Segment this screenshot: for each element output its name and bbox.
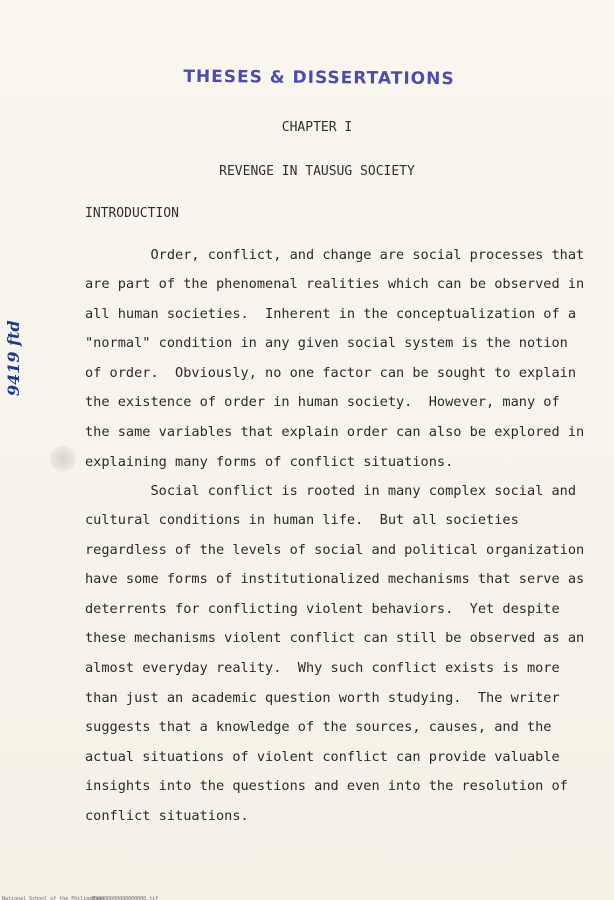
handwritten-margin-note: 9419 ftd — [4, 320, 23, 396]
body-text-line: deterrents for conflicting violent behaviors. Yet despite — [85, 601, 560, 617]
section-heading: INTRODUCTION — [85, 206, 179, 221]
body-text-line: these mechanisms violent conflict can still be observed as an — [85, 630, 585, 646]
chapter-heading: CHAPTER I — [281, 120, 353, 135]
theses-dissertations-stamp: THESES & DISSERTATIONS — [183, 66, 455, 90]
body-text-line: "normal" condition in any given social system is the notion — [85, 335, 568, 351]
body-text-line: Order, conflict, and change are social processes that — [85, 247, 585, 263]
body-text-line: suggests that a knowledge of the sources, causes, and the — [85, 719, 552, 735]
footer-institution: National School of the Philippines — [2, 896, 105, 900]
body-text-line: Social conflict is rooted in many complex social and — [85, 483, 577, 499]
paper-smudge — [50, 446, 76, 472]
body-text-line: almost everyday reality. Why such conflict exists is more — [85, 660, 560, 676]
body-text-line: are part of the phenomenal realities which can be observed in — [85, 276, 585, 292]
footer-file-id: MS0000000000000000.tif — [92, 896, 159, 900]
chapter-title: REVENGE IN TAUSUG SOCIETY — [219, 164, 415, 179]
body-text-line: regardless of the levels of social and political organization — [85, 542, 585, 558]
body-text-line: the same variables that explain order can also be explored in — [85, 424, 585, 440]
body-text-line: of order. Obviously, no one factor can be sought to explain — [85, 365, 577, 381]
body-text-line: cultural conditions in human life. But all societies — [85, 512, 519, 528]
body-text-line: actual situations of violent conflict can provide valuable — [85, 749, 560, 765]
body-text-line: explaining many forms of conflict situations. — [85, 454, 454, 470]
body-text-line: than just an academic question worth studying. The writer — [85, 690, 560, 706]
body-text-line: conflict situations. — [85, 808, 249, 824]
body-text-line: all human societies. Inherent in the conceptualization of a — [85, 306, 577, 322]
body-text-line: the existence of order in human society. However, many of — [85, 394, 560, 410]
body-text-line: insights into the questions and even into the resolution of — [85, 778, 568, 794]
body-text-line: have some forms of institutionalized mechanisms that serve as — [85, 571, 585, 587]
